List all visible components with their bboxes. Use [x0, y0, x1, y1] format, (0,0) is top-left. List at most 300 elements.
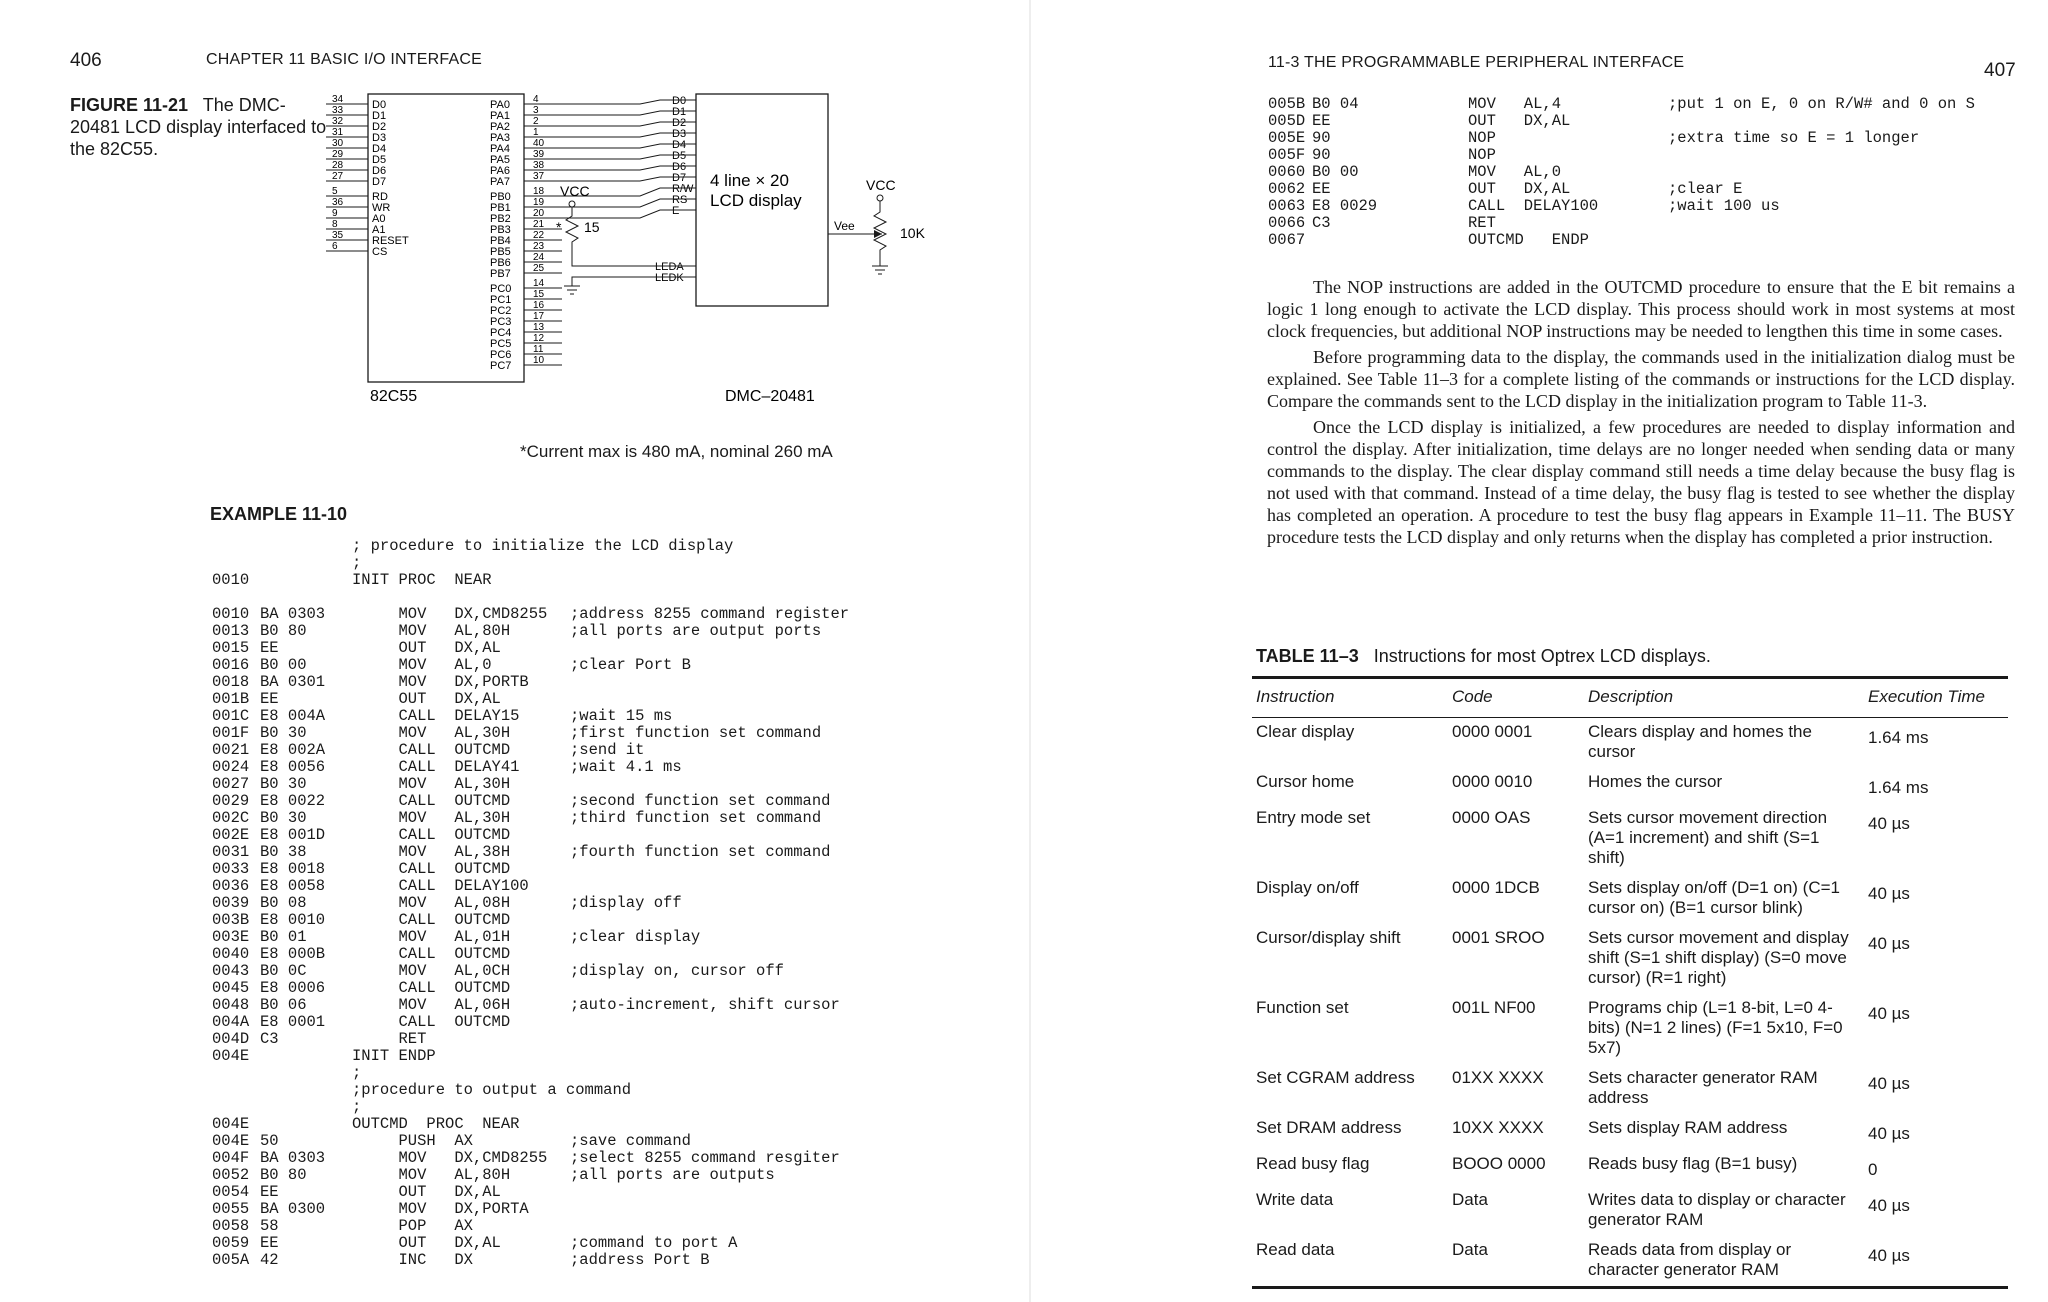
- resistor-15: [566, 207, 640, 266]
- pin-name: D0: [372, 99, 387, 111]
- pin-number: 13: [533, 322, 545, 333]
- code-bytes: BA 0303: [260, 605, 326, 623]
- code-bytes: E8 0001: [260, 1013, 326, 1031]
- pin-name: PA7: [490, 176, 510, 188]
- paragraph: Once the LCD display is initialized, a few procedures are needed to display information and control the display. After initialization, time delays are no longer needed when sending data or many commands to the display. The clear display command still needs a time delay because the busy flag is not used with that command. Instead of a time delay, the busy flag is tested to see whether the display has completed an operation. A procedure to test the busy flag appears in Example 11–11. The BUSY procedure tests the LCD display and only returns when the display has completed a prior instruction.: [1267, 417, 2015, 547]
- cell-description: Sets display on/off (D=1 on) (C=1 cursor on) (B=1 cursor blink): [1588, 878, 1840, 917]
- cell-description: Reads busy flag (B=1 busy): [1588, 1154, 1798, 1173]
- pin-name: D1: [372, 110, 387, 122]
- asterisk: *: [556, 219, 562, 235]
- code-instruction: MOV AL,01H: [352, 928, 511, 946]
- code-instruction: MOV AL,30H: [352, 809, 511, 827]
- table-row: [1252, 804, 2008, 874]
- cell-code: 10XX XXXX: [1452, 1118, 1544, 1137]
- code-instruction: NOP: [1468, 146, 1496, 164]
- code-comment: ;clear Port B: [570, 656, 691, 674]
- code-line: [212, 1167, 1012, 1184]
- code-comment: ;extra time so E = 1 longer: [1668, 129, 1920, 147]
- code-bytes: EE: [260, 1234, 279, 1252]
- cell-execution-time: 40 µs: [1868, 1124, 1910, 1143]
- code-instruction: MOV AL,0: [1468, 163, 1562, 181]
- code-line: [1268, 113, 2028, 130]
- pin-name: PB7: [490, 268, 511, 280]
- code-line: [212, 538, 1012, 555]
- resistor-label: 15: [584, 219, 600, 235]
- code-bytes: EE: [260, 690, 279, 708]
- optrex-table-frame: [1252, 676, 2008, 1289]
- lcd-pin-label: D0: [672, 95, 687, 107]
- code-address: 0058: [212, 1217, 250, 1235]
- code-comment: ;third function set command: [570, 809, 822, 827]
- code-line: [1268, 164, 2028, 181]
- cell-description: Homes the cursor: [1588, 772, 1723, 791]
- cell-execution-time: 40 µs: [1868, 884, 1910, 903]
- code-address: 0054: [212, 1183, 250, 1201]
- code-instruction: CALL OUTCMD: [352, 979, 511, 997]
- pin-number: 27: [332, 171, 344, 182]
- code-line: [212, 1252, 1012, 1269]
- code-instruction: MOV AL,4: [1468, 95, 1562, 113]
- code-bytes: E8 0022: [260, 792, 326, 810]
- running-head: 11-3 THE PROGRAMMABLE PERIPHERAL INTERFACE: [1268, 54, 1685, 71]
- code-instruction: INC DX: [352, 1251, 473, 1269]
- pin-number: 2: [533, 116, 539, 127]
- code-instruction: MOV AL,38H: [352, 843, 511, 861]
- code-comment: ;auto-increment, shift cursor: [570, 996, 840, 1014]
- code-bytes: E8 002A: [260, 741, 326, 759]
- pin-name: D7: [372, 176, 387, 188]
- code-instruction: CALL DELAY100: [352, 877, 529, 895]
- cell-code: Data: [1452, 1190, 1488, 1209]
- cell-instruction: Cursor home: [1256, 772, 1355, 791]
- cell-description: Writes data to display or character generator RAM: [1588, 1190, 1846, 1229]
- pin-number: 14: [533, 278, 545, 289]
- code-comment: ;second function set command: [570, 792, 831, 810]
- code-comment: ;send it: [570, 741, 645, 759]
- code-bytes: EE: [1312, 112, 1331, 130]
- lcd-pin-label: D3: [672, 128, 687, 140]
- pin-name: PA3: [490, 132, 510, 144]
- code-line: [212, 1014, 1012, 1031]
- pin-name: WR: [372, 202, 391, 214]
- code-line: [1268, 232, 2028, 249]
- code-bytes: 90: [1312, 146, 1331, 164]
- code-instruction: OUT DX,AL: [1468, 180, 1571, 198]
- chip-82c55: [326, 94, 562, 405]
- code-line: [212, 1201, 1012, 1218]
- code-line: [212, 572, 1012, 589]
- pin-number: 30: [332, 138, 344, 149]
- cell-execution-time: 1.64 ms: [1868, 728, 1929, 747]
- code-bytes: E8 004A: [260, 707, 326, 725]
- pin-name: A1: [372, 224, 386, 236]
- code-line: [212, 1184, 1012, 1201]
- table-row: [1252, 718, 2008, 769]
- pot-label: 10K: [900, 225, 925, 241]
- vcc-terminal: [877, 195, 883, 201]
- code-bytes: E8 0018: [260, 860, 326, 878]
- code-address: 001F: [212, 724, 250, 742]
- code-address: 004A: [212, 1013, 250, 1031]
- right-page: [1030, 0, 2048, 1302]
- pin-name: PC6: [490, 349, 512, 361]
- pin-number: 37: [533, 171, 545, 182]
- cell-execution-time: 40 µs: [1868, 1246, 1910, 1265]
- cell-code: 0000 1DCB: [1452, 878, 1540, 897]
- code-instruction: INIT PROC NEAR: [352, 571, 492, 589]
- code-instruction: OUT DX,AL: [352, 690, 501, 708]
- lcd-pin-label: R/W: [672, 183, 694, 195]
- code-bytes: E8 0056: [260, 758, 326, 776]
- code-instruction: CALL OUTCMD: [352, 826, 511, 844]
- code-line: [212, 827, 1012, 844]
- code-address: 0018: [212, 673, 250, 691]
- code-line: [212, 1150, 1012, 1167]
- table-row: [1252, 768, 2008, 804]
- code-bytes: 50: [260, 1132, 279, 1150]
- pin-number: 16: [533, 300, 545, 311]
- code-address: 0031: [212, 843, 250, 861]
- code-instruction: MOV AL,06H: [352, 996, 511, 1014]
- pin-number: 9: [332, 208, 338, 219]
- pin-number: 15: [533, 289, 545, 300]
- code-instruction: OUT DX,AL: [352, 1234, 501, 1252]
- cell-execution-time: 0: [1868, 1160, 1878, 1179]
- cell-code: 0001 SROO: [1452, 928, 1545, 947]
- cell-execution-time: 40 µs: [1868, 1196, 1910, 1215]
- code-instruction: OUTCMD PROC NEAR: [352, 1115, 520, 1133]
- table-row: [1252, 1064, 2008, 1114]
- lcd-pin-label: D1: [672, 106, 687, 118]
- table-row: [1252, 1150, 2008, 1186]
- code-address: 001B: [212, 690, 250, 708]
- code-line: [212, 640, 1012, 657]
- pin-name: D4: [372, 143, 387, 155]
- cell-description: Programs chip (L=1 8-bit, L=0 4-bits) (N=1 2 lines) (F=1 5x10, F=0 5x7): [1588, 998, 1843, 1057]
- code-bytes: B0 00: [1312, 163, 1359, 181]
- code-instruction: MOV AL,0CH: [352, 962, 511, 980]
- code-address: 0043: [212, 962, 250, 980]
- code-comment: ;clear display: [570, 928, 701, 946]
- code-line: [212, 623, 1012, 640]
- code-comment: ;display on, cursor off: [570, 962, 784, 980]
- header-instruction: Instruction: [1256, 687, 1335, 706]
- code-line: [212, 844, 1012, 861]
- vcc-terminal: [569, 201, 575, 207]
- code-comment: ;put 1 on E, 0 on R/W# and 0 on S: [1668, 95, 1975, 113]
- code-line: [1268, 215, 2028, 232]
- example-title: EXAMPLE 11-10: [210, 504, 348, 524]
- code-bytes: E8 0058: [260, 877, 326, 895]
- code-address: 004D: [212, 1030, 250, 1048]
- code-bytes: B0 06: [260, 996, 307, 1014]
- code-instruction: ;procedure to output a command: [352, 1081, 632, 1099]
- code-instruction: CALL DELAY100: [1468, 197, 1599, 215]
- code-line: [212, 742, 1012, 759]
- pin-name: PC3: [490, 316, 512, 328]
- code-line: [212, 895, 1012, 912]
- code-line: [212, 929, 1012, 946]
- pin-name: A0: [372, 213, 386, 225]
- pin-number: 12: [533, 333, 545, 344]
- figure-caption: [70, 94, 330, 160]
- code-line: [212, 674, 1012, 691]
- code-instruction: ;: [352, 1098, 362, 1116]
- code-comment: ;wait 15 ms: [570, 707, 673, 725]
- code-bytes: B0 08: [260, 894, 307, 912]
- pin-number: 20: [533, 208, 545, 219]
- code-instruction: MOV AL,80H: [352, 1166, 511, 1184]
- pin-number: 36: [332, 197, 344, 208]
- running-head: CHAPTER 11 BASIC I/O INTERFACE: [206, 51, 482, 68]
- pin-number: 40: [533, 138, 545, 149]
- code-address: 0059: [212, 1234, 250, 1252]
- cell-instruction: Cursor/display shift: [1256, 928, 1401, 947]
- code-comment: ;clear E: [1668, 180, 1743, 198]
- cell-execution-time: 1.64 ms: [1868, 778, 1929, 797]
- cell-instruction: Set CGRAM address: [1256, 1068, 1415, 1087]
- paragraph: Before programming data to the display, the commands used in the initialization dialog must be explained. See Table 11–3 for a complete listing of the commands or instructions for the LCD display. Compare the commands sent to the LCD display in the initialization program to Table 11-3.: [1267, 347, 2015, 411]
- code-line: [212, 946, 1012, 963]
- code-line: [212, 793, 1012, 810]
- code-line: [212, 606, 1012, 623]
- optrex-table: [1252, 679, 2008, 1286]
- lcd-schematic: [300, 86, 960, 416]
- lcd-pin-label: D2: [672, 117, 687, 129]
- pin-number: 1: [533, 127, 539, 138]
- pin-name: D6: [372, 165, 387, 177]
- code-comment: ;address Port B: [570, 1251, 710, 1269]
- pin-name: PB5: [490, 246, 511, 258]
- table-row: [1252, 874, 2008, 924]
- lcd-title-line: 4 line × 20: [710, 171, 789, 190]
- cell-code: BOOO 0000: [1452, 1154, 1546, 1173]
- code-bytes: BA 0301: [260, 673, 326, 691]
- code-bytes: BA 0303: [260, 1149, 326, 1167]
- code-bytes: B0 80: [260, 1166, 307, 1184]
- code-line: [1268, 198, 2028, 215]
- lcd-pin-label: D7: [672, 172, 687, 184]
- code-address: 0062: [1268, 180, 1306, 198]
- code-address: 0036: [212, 877, 250, 895]
- code-instruction: INIT ENDP: [352, 1047, 436, 1065]
- code-line: [212, 1031, 1012, 1048]
- code-address: 004E: [212, 1115, 250, 1133]
- code-listing-continued: [1268, 96, 2028, 249]
- cell-instruction: Clear display: [1256, 722, 1355, 741]
- table-row: [1252, 994, 2008, 1064]
- code-bytes: EE: [260, 1183, 279, 1201]
- code-line: [212, 759, 1012, 776]
- code-comment: ;first function set command: [570, 724, 822, 742]
- code-instruction: MOV AL,80H: [352, 622, 511, 640]
- pin-name: PB6: [490, 257, 511, 269]
- code-address: 0066: [1268, 214, 1306, 232]
- cell-code: Data: [1452, 1240, 1488, 1259]
- code-address: 0010: [212, 605, 250, 623]
- lcd-title-line: LCD display: [710, 191, 802, 210]
- pin-number: 6: [332, 241, 338, 252]
- pin-name: PA1: [490, 110, 510, 122]
- code-instruction: MOV DX,CMD8255: [352, 605, 548, 623]
- code-line: [212, 1065, 1012, 1082]
- code-address: 004E: [212, 1047, 250, 1065]
- code-line: [212, 1218, 1012, 1235]
- lcd-led-pin: LEDA: [655, 261, 684, 273]
- code-address: 0063: [1268, 197, 1306, 215]
- vcc-label: VCC: [866, 177, 896, 193]
- code-address: 004F: [212, 1149, 250, 1167]
- code-address: 005F: [1268, 146, 1306, 164]
- code-bytes: B0 30: [260, 775, 307, 793]
- lcd-led-pin: LEDK: [655, 272, 684, 284]
- table-label: TABLE 11–3: [1256, 646, 1359, 666]
- code-bytes: E8 0006: [260, 979, 326, 997]
- pin-number: 22: [533, 230, 545, 241]
- header-code: Code: [1452, 687, 1493, 706]
- code-bytes: C3: [260, 1030, 279, 1048]
- pin-name: PB1: [490, 202, 511, 214]
- page-number: 406: [70, 50, 102, 71]
- code-instruction: MOV AL,30H: [352, 724, 511, 742]
- paragraph: The NOP instructions are added in the OUTCMD procedure to ensure that the E bit remains a logic 1 long enough to activate the LCD display. This process should work in most systems at most clock frequencies, but additional NOP instructions may be needed to lengthen this time in some cases.: [1267, 277, 2015, 341]
- pin-number: 39: [533, 149, 545, 160]
- code-bytes: E8 0029: [1312, 197, 1378, 215]
- pin-name: CS: [372, 246, 388, 258]
- code-instruction: MOV AL,30H: [352, 775, 511, 793]
- code-line: [212, 810, 1012, 827]
- cell-instruction: Set DRAM address: [1256, 1118, 1402, 1137]
- code-line: [1268, 130, 2028, 147]
- pin-name: PA0: [490, 99, 510, 111]
- vcc-label: VCC: [560, 183, 590, 199]
- lcd-pin-label: E: [672, 205, 680, 217]
- pin-name: PB0: [490, 191, 511, 203]
- code-line: [212, 912, 1012, 929]
- code-address: 0039: [212, 894, 250, 912]
- figure-label: FIGURE 11-21: [70, 95, 189, 115]
- pin-number: 24: [533, 252, 545, 263]
- body-text: [1267, 276, 2015, 548]
- code-line: [212, 861, 1012, 878]
- code-address: 0010: [212, 571, 250, 589]
- pin-number: 28: [332, 160, 344, 171]
- code-instruction: CALL OUTCMD: [352, 741, 511, 759]
- code-address: 002C: [212, 809, 250, 827]
- code-line: [212, 997, 1012, 1014]
- code-instruction: NOP: [1468, 129, 1496, 147]
- pin-number: 17: [533, 311, 545, 322]
- pin-number: 29: [332, 149, 344, 160]
- code-address: 0016: [212, 656, 250, 674]
- code-line: [212, 657, 1012, 674]
- cell-description: Sets cursor movement and display shift (S=1 shift display) (S=0 move cursor) (R=1 right): [1588, 928, 1849, 987]
- code-bytes: 58: [260, 1217, 279, 1235]
- code-bytes: C3: [1312, 214, 1331, 232]
- pin-number: 5: [332, 186, 338, 197]
- code-instruction: MOV DX,CMD8255: [352, 1149, 548, 1167]
- pin-name: D2: [372, 121, 387, 133]
- cell-instruction: Function set: [1256, 998, 1349, 1017]
- code-instruction: PUSH AX: [352, 1132, 473, 1150]
- table-row: [1252, 924, 2008, 994]
- pin-number: 23: [533, 241, 545, 252]
- code-instruction: CALL OUTCMD: [352, 792, 511, 810]
- pin-name: PB3: [490, 224, 511, 236]
- pin-name: PA2: [490, 121, 510, 133]
- code-instruction: MOV AL,08H: [352, 894, 511, 912]
- table-header-row: [1252, 679, 2008, 718]
- code-bytes: EE: [260, 639, 279, 657]
- pin-name: PC1: [490, 294, 512, 306]
- pin-number: 18: [533, 186, 545, 197]
- code-line: [1268, 147, 2028, 164]
- pin-name: PC4: [490, 327, 512, 339]
- code-address: 0055: [212, 1200, 250, 1218]
- pin-name: PA6: [490, 165, 510, 177]
- code-instruction: RET: [1468, 214, 1496, 232]
- code-bytes: B0 04: [1312, 95, 1359, 113]
- lcd-pin-label: D6: [672, 161, 687, 173]
- vee-label: Vee: [834, 219, 855, 233]
- code-instruction: CALL DELAY41: [352, 758, 520, 776]
- code-line: [212, 725, 1012, 742]
- code-bytes: 90: [1312, 129, 1331, 147]
- code-instruction: ;: [352, 1064, 362, 1082]
- cell-instruction: Display on/off: [1256, 878, 1359, 897]
- code-comment: ;save command: [570, 1132, 691, 1150]
- cell-code: 01XX XXXX: [1452, 1068, 1544, 1087]
- code-bytes: B0 01: [260, 928, 307, 946]
- code-address: 0024: [212, 758, 250, 776]
- code-bytes: EE: [1312, 180, 1331, 198]
- table-row: [1252, 1236, 2008, 1286]
- cell-instruction: Write data: [1256, 1190, 1334, 1209]
- pin-number: 32: [332, 116, 344, 127]
- code-instruction: RET: [352, 1030, 427, 1048]
- code-comment: ;all ports are output ports: [570, 622, 822, 640]
- code-line: [212, 555, 1012, 572]
- code-address: 0029: [212, 792, 250, 810]
- code-line: [212, 708, 1012, 725]
- table-row: [1252, 1186, 2008, 1236]
- code-line: [212, 1082, 1012, 1099]
- code-instruction: ;: [352, 554, 362, 572]
- pin-name: PB4: [490, 235, 511, 247]
- code-listing: [212, 538, 1012, 1269]
- pin-name: PC5: [490, 338, 512, 350]
- code-line: [212, 980, 1012, 997]
- pin-name: PC2: [490, 305, 512, 317]
- code-address: 004E: [212, 1132, 250, 1150]
- figure-note: *Current max is 480 mA, nominal 260 mA: [520, 442, 833, 461]
- pin-name: PC7: [490, 360, 512, 372]
- code-instruction: OUT DX,AL: [1468, 112, 1571, 130]
- code-line: [212, 1133, 1012, 1150]
- lcd-pin-label: RS: [672, 194, 688, 206]
- cell-execution-time: 40 µs: [1868, 1074, 1910, 1093]
- cell-code: 0000 0001: [1452, 722, 1533, 741]
- code-line: [1268, 96, 2028, 113]
- code-instruction: MOV DX,PORTA: [352, 1200, 529, 1218]
- code-comment: ;wait 4.1 ms: [570, 758, 682, 776]
- code-address: 005B: [1268, 95, 1306, 113]
- code-instruction: CALL OUTCMD: [352, 860, 511, 878]
- code-line: [212, 691, 1012, 708]
- code-address: 001C: [212, 707, 250, 725]
- pin-number: 21: [533, 219, 545, 230]
- pin-name: PA4: [490, 143, 510, 155]
